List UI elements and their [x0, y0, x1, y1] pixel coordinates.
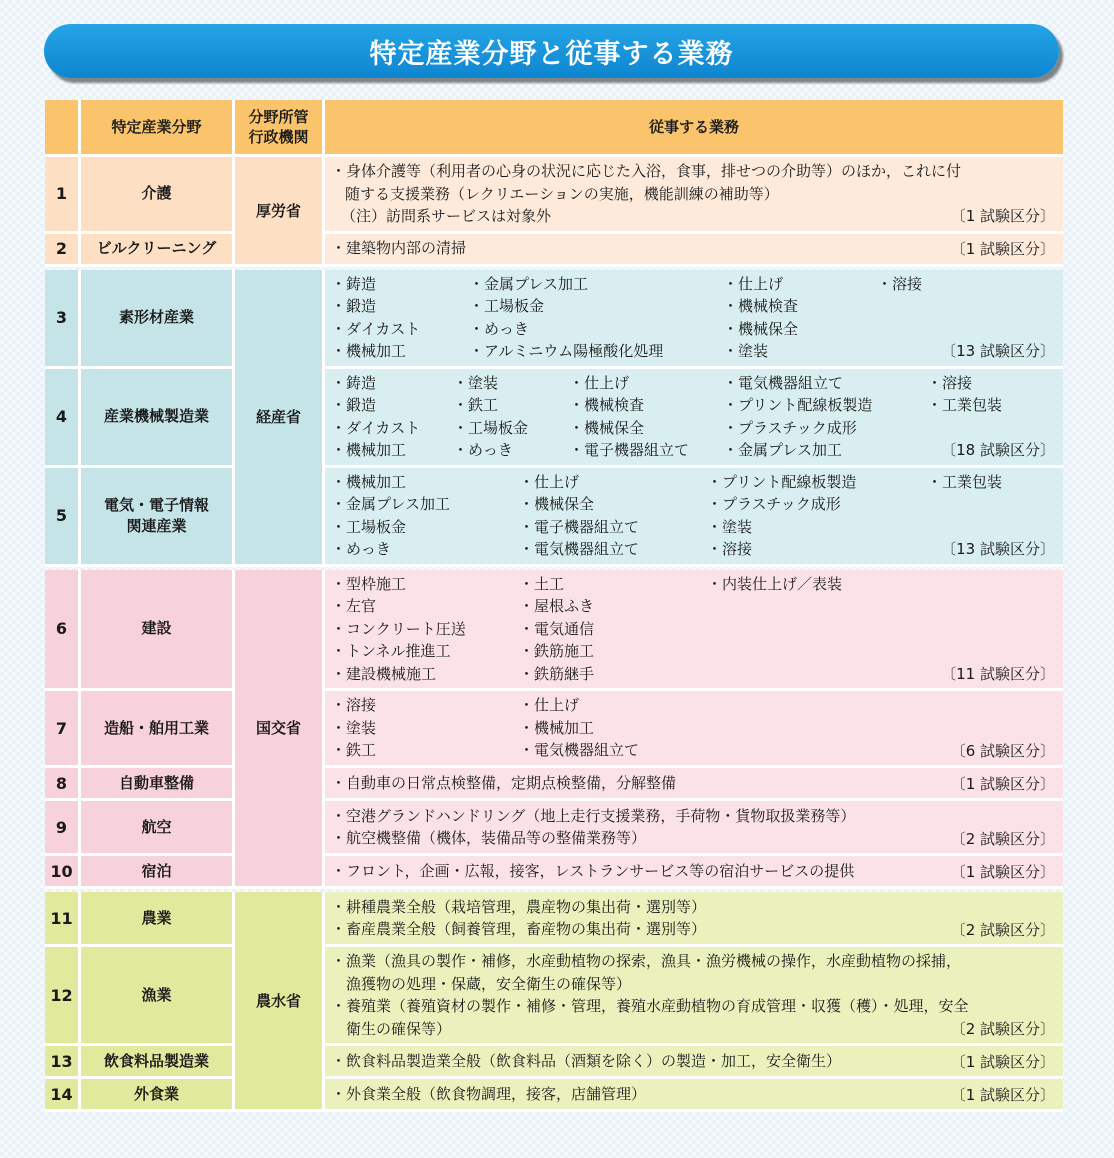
row-agency: 経産省 [235, 270, 325, 567]
task-line: ・身体介護等（利用者の心身の状況に応じた入浴，食事，排せつの介助等）のほか，これに付 [331, 162, 962, 180]
task-item: ・鍛造 [331, 297, 377, 315]
page-title: 特定産業分野と従事する業務 [369, 38, 734, 70]
task-line: ・耕種農業全般（栽培管理，農産物の集出荷・選別等） [331, 897, 707, 916]
row-tasks [325, 234, 1063, 267]
task-line: 衛生の確保等） [331, 1019, 452, 1038]
task-item: ・鉄工 [453, 396, 499, 414]
row-tasks [325, 270, 1063, 369]
task-item: ・機械加工 [331, 472, 407, 491]
row-agency: 農水省 [235, 892, 325, 1112]
task-line: ・航空機整備（機体，装備品等の整備業務等） [331, 829, 647, 847]
task-item: ・プリント配線板製造 [723, 396, 873, 414]
task-item: ・プラスチック成形 [707, 495, 841, 513]
table-row [45, 768, 1063, 801]
task-item: ・金属プレス加工 [469, 274, 588, 293]
row-agency: 国交省 [235, 570, 325, 890]
row-number: 1 [45, 157, 81, 234]
row-number: 12 [45, 947, 81, 1046]
task-item: ・コンクリート圧送 [331, 619, 466, 638]
task-item: ・プリント配線板製造 [707, 472, 857, 491]
row-field: 介護 [81, 157, 235, 234]
task-item: ・鉄筋継手 [519, 664, 595, 683]
task-item: ・機械検査 [569, 396, 645, 414]
task-item: ・建設機械施工 [331, 664, 437, 683]
row-number: 3 [45, 270, 81, 369]
row-tasks [325, 892, 1063, 947]
task-item: ・金属プレス加工 [331, 495, 450, 513]
row-tasks [325, 856, 1063, 889]
task-item: ・機械保全 [569, 418, 645, 437]
task-item: ・機械検査 [723, 297, 799, 315]
task-item: ・ダイカスト [331, 418, 421, 437]
row-tasks [325, 570, 1063, 692]
row-number: 10 [45, 856, 81, 889]
row-field: 造船・舶用工業 [81, 691, 235, 768]
exam-count: 〔18 試験区分〕 [941, 441, 1055, 459]
exam-count: 〔1 試験区分〕 [950, 207, 1055, 225]
row-number: 13 [45, 1046, 81, 1079]
header-agency-line2: 行政機関 [248, 128, 309, 146]
task-item: ・機械加工 [331, 441, 407, 459]
row-agency: 厚労省 [235, 157, 325, 267]
row-tasks [325, 468, 1063, 567]
task-item: ・電気通信 [519, 619, 595, 638]
table-row [45, 270, 1063, 369]
task-item: ・機械保全 [723, 319, 799, 338]
row-tasks [325, 157, 1063, 234]
row-field: 飲食料品製造業 [81, 1046, 235, 1079]
row-tasks [325, 801, 1063, 856]
header-agency [235, 100, 325, 157]
task-line: 漁獲物の処理・保蔵，安全衛生の確保等） [331, 974, 632, 993]
task-item: ・溶接 [707, 540, 753, 558]
header-tasks: 従事する業務 [325, 100, 1063, 157]
task-item: ・プラスチック成形 [723, 418, 857, 437]
task-item: ・溶接 [331, 696, 377, 715]
task-item: ・機械加工 [519, 718, 595, 737]
task-item: ・工業包装 [927, 472, 1003, 491]
task-note: （注）訪問系サービスは対象外 [341, 207, 552, 225]
row-number: 7 [45, 691, 81, 768]
table-row [45, 691, 1063, 768]
task-item: ・鋳造 [331, 373, 377, 392]
task-item: ・金属プレス加工 [723, 441, 842, 459]
exam-count: 〔1 試験区分〕 [950, 1052, 1055, 1071]
row-tasks [325, 1046, 1063, 1079]
table-row [45, 856, 1063, 889]
exam-count: 〔6 試験区分〕 [950, 741, 1055, 760]
exam-count: 〔2 試験区分〕 [950, 829, 1055, 848]
row-field: 外食業 [81, 1079, 235, 1112]
task-item: ・塗装 [331, 718, 377, 737]
task-item: ・仕上げ [569, 373, 630, 392]
row-field-line1: 電気・電子情報 [103, 495, 209, 514]
table-row [45, 468, 1063, 567]
task-item: ・めっき [331, 540, 391, 558]
task-item: ・工場板金 [469, 297, 545, 315]
task-item: ・溶接 [877, 274, 923, 293]
task-line: ・外食業全般（飲食物調理，接客，店舗管理） [331, 1084, 647, 1103]
task-item: ・工場板金 [331, 517, 407, 536]
title-banner [44, 24, 1059, 78]
exam-count: 〔2 試験区分〕 [950, 1019, 1055, 1038]
row-field [81, 468, 235, 567]
row-number: 6 [45, 570, 81, 692]
exam-count: 〔11 試験区分〕 [941, 664, 1055, 683]
task-line: ・畜産農業全般（飼養管理，畜産物の集出荷・選別等） [331, 920, 707, 938]
task-item: ・溶接 [927, 373, 973, 392]
row-number: 8 [45, 768, 81, 801]
row-field: 漁業 [81, 947, 235, 1046]
header-agency-line1: 分野所管 [248, 108, 309, 126]
task-item: ・鋳造 [331, 274, 377, 293]
task-line: ・自動車の日常点検整備，定期点検整備，分解整備 [331, 773, 677, 792]
exam-count: 〔1 試験区分〕 [950, 774, 1055, 793]
task-item: ・ダイカスト [331, 319, 421, 338]
task-item: ・仕上げ [723, 274, 784, 293]
task-item: ・めっき [453, 441, 513, 459]
industry-table [45, 100, 1063, 1112]
exam-count: 〔1 試験区分〕 [950, 862, 1055, 881]
table-row [45, 369, 1063, 468]
row-field: 航空 [81, 801, 235, 856]
task-item: ・電子機器組立て [519, 517, 640, 536]
task-item: ・電気機器組立て [519, 741, 640, 760]
row-field: 素形材産業 [81, 270, 235, 369]
row-field: ビルクリーニング [81, 234, 235, 267]
task-item: ・電気機器組立て [723, 373, 844, 392]
task-item: ・仕上げ [519, 472, 580, 491]
task-item: ・めっき [469, 319, 529, 338]
table-row [45, 157, 1063, 234]
task-line: ・フロント，企画・広報，接客，レストランサービス等の宿泊サービスの提供 [331, 861, 855, 880]
row-number: 5 [45, 468, 81, 567]
task-item: ・電気機器組立て [519, 540, 640, 558]
task-item: ・屋根ふき [519, 597, 595, 615]
row-field: 建設 [81, 570, 235, 692]
row-tasks [325, 369, 1063, 468]
task-item: ・型枠施工 [331, 574, 407, 593]
task-item: ・鍛造 [331, 396, 377, 414]
table-row [45, 947, 1063, 1046]
task-item: ・左官 [331, 597, 377, 615]
row-number: 11 [45, 892, 81, 947]
task-item: ・トンネル推進工 [331, 642, 451, 660]
row-tasks [325, 947, 1063, 1046]
task-item: ・塗装 [707, 517, 753, 536]
task-item: ・塗装 [723, 342, 769, 360]
task-line: ・建築物内部の清掃 [331, 239, 467, 258]
task-item: ・塗装 [453, 373, 499, 392]
task-line: ・飲食料品製造業全般（飲食料品（酒類を除く）の製造・加工，安全衛生） [331, 1051, 842, 1070]
table-row [45, 801, 1063, 856]
table-row [45, 892, 1063, 947]
task-line: ・空港グランドハンドリング（地上走行支援業務，手荷物・貨物取扱業務等） [331, 806, 856, 825]
exam-count: 〔1 試験区分〕 [950, 1085, 1055, 1104]
row-number: 14 [45, 1079, 81, 1112]
task-item: ・土工 [519, 574, 565, 593]
row-field: 宿泊 [81, 856, 235, 889]
header-field: 特定産業分野 [81, 100, 235, 157]
exam-count: 〔2 試験区分〕 [950, 920, 1055, 939]
row-field-line2: 関連産業 [126, 516, 187, 535]
task-line: 随する支援業務（レクリエーションの実施，機能訓練の補助等） [345, 184, 779, 203]
row-field: 自動車整備 [81, 768, 235, 801]
task-item: ・電子機器組立て [569, 441, 690, 459]
row-number: 2 [45, 234, 81, 267]
task-line: ・養殖業（養殖資材の製作・補修・管理，養殖水産動植物の育成管理・収獲（穫）・処理，安全 [331, 997, 969, 1015]
task-item: ・アルミニウム陽極酸化処理 [469, 342, 664, 360]
table-row [45, 234, 1063, 267]
exam-count: 〔1 試験区分〕 [950, 240, 1055, 258]
header-num [45, 100, 81, 157]
row-tasks [325, 768, 1063, 801]
row-tasks [325, 691, 1063, 768]
task-item: ・工業包装 [927, 396, 1003, 414]
task-item: ・内装仕上げ／表装 [707, 574, 843, 593]
task-item: ・機械保全 [519, 495, 595, 513]
table-row [45, 1079, 1063, 1112]
row-number: 9 [45, 801, 81, 856]
row-number: 4 [45, 369, 81, 468]
row-tasks [325, 1079, 1063, 1112]
exam-count: 〔13 試験区分〕 [941, 540, 1055, 558]
table-row [45, 570, 1063, 692]
task-line: ・漁業（漁具の製作・補修，水産動植物の探索，漁具・漁労機械の操作，水産動植物の採捕， [331, 952, 962, 970]
row-field: 産業機械製造業 [81, 369, 235, 468]
task-item: ・仕上げ [519, 696, 580, 715]
exam-count: 〔13 試験区分〕 [941, 342, 1055, 360]
task-item: ・工場板金 [453, 418, 529, 437]
row-field: 農業 [81, 892, 235, 947]
table-header-row [45, 100, 1063, 157]
table-row [45, 1046, 1063, 1079]
task-item: ・機械加工 [331, 342, 407, 360]
task-item: ・鉄工 [331, 741, 377, 760]
task-item: ・鉄筋施工 [519, 642, 595, 660]
